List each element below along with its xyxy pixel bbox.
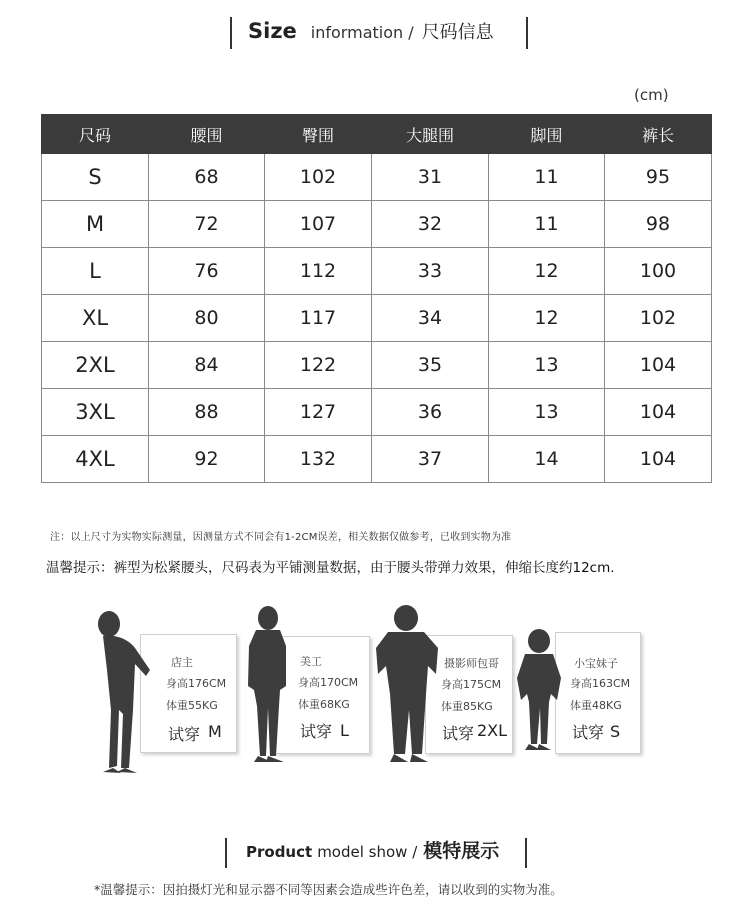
cell-thigh: 33 <box>372 248 489 295</box>
cell-waist: 88 <box>149 389 265 436</box>
cell-size: 3XL <box>42 389 149 436</box>
cell-hip: 122 <box>265 342 372 389</box>
cell-length: 102 <box>605 295 712 342</box>
table-row <box>42 295 712 342</box>
cell-thigh: 35 <box>372 342 489 389</box>
cell-hem: 11 <box>489 201 605 248</box>
cell-hip: 107 <box>265 201 372 248</box>
cell-hem: 12 <box>489 248 605 295</box>
cell-size: M <box>42 201 149 248</box>
model-weight: 体重68KG <box>298 698 350 711</box>
table-header-row <box>42 115 712 154</box>
cell-length: 104 <box>605 342 712 389</box>
model-silhouette-designer <box>244 606 292 766</box>
model-silhouette-photographer <box>372 604 442 766</box>
table-row <box>42 389 712 436</box>
cell-hem: 12 <box>489 295 605 342</box>
model-try-size: L <box>340 721 349 740</box>
cell-thigh: 37 <box>372 436 489 483</box>
header-left-divider <box>230 17 232 49</box>
col-header-thigh: 大腿围 <box>372 115 489 154</box>
col-header-length: 裤长 <box>605 115 712 154</box>
cell-length: 95 <box>605 154 712 201</box>
footer-right-divider <box>525 838 527 868</box>
cell-thigh: 36 <box>372 389 489 436</box>
table-row <box>42 248 712 295</box>
unit-label: (cm) <box>634 86 669 104</box>
cell-length: 104 <box>605 389 712 436</box>
model-role: 美工 <box>300 655 322 668</box>
cell-size: 4XL <box>42 436 149 483</box>
cell-thigh: 34 <box>372 295 489 342</box>
col-header-hip: 臀围 <box>265 115 372 154</box>
model-height: 身高170CM <box>298 676 359 689</box>
model-card-girl <box>555 632 641 754</box>
footer-left-divider <box>225 838 227 868</box>
cell-waist: 76 <box>149 248 265 295</box>
footer-title-cn: 模特展示 <box>423 840 500 862</box>
model-role: 摄影师包哥 <box>444 657 499 670</box>
cell-hem: 13 <box>489 389 605 436</box>
model-weight: 体重85KG <box>441 700 493 713</box>
cell-size: L <box>42 248 149 295</box>
cell-size: 2XL <box>42 342 149 389</box>
cell-hip: 102 <box>265 154 372 201</box>
cell-hem: 11 <box>489 154 605 201</box>
model-try-label: 试穿 <box>572 723 605 742</box>
title-information: information / <box>310 23 414 42</box>
cell-size: S <box>42 154 149 201</box>
model-role: 店主 <box>171 656 193 669</box>
model-height: 身高163CM <box>570 677 631 690</box>
col-header-hem: 脚围 <box>489 115 605 154</box>
model-weight: 体重48KG <box>570 699 622 712</box>
table-row <box>42 154 712 201</box>
cell-thigh: 31 <box>372 154 489 201</box>
header-right-divider <box>526 17 528 49</box>
title-cn: 尺码信息 <box>421 22 494 43</box>
cell-waist: 72 <box>149 201 265 248</box>
size-table <box>41 114 712 483</box>
cell-thigh: 32 <box>372 201 489 248</box>
cell-length: 98 <box>605 201 712 248</box>
col-header-size: 尺码 <box>42 115 149 154</box>
footer-title-product: Product <box>246 843 313 861</box>
cell-waist: 92 <box>149 436 265 483</box>
size-info-title <box>248 18 518 48</box>
cell-hem: 14 <box>489 436 605 483</box>
cell-hem: 13 <box>489 342 605 389</box>
model-silhouette-girl <box>515 628 565 754</box>
model-role: 小宝妹子 <box>574 657 618 670</box>
footer-title-model-show: model show / <box>317 843 418 861</box>
cell-size: XL <box>42 295 149 342</box>
cell-waist: 68 <box>149 154 265 201</box>
model-try-label: 试穿 <box>442 724 475 743</box>
model-weight: 体重55KG <box>166 699 218 712</box>
model-silhouette-owner <box>95 610 165 775</box>
model-height: 身高176CM <box>166 677 227 690</box>
model-try-label: 试穿 <box>168 725 201 744</box>
col-header-waist: 腰围 <box>149 115 265 154</box>
cell-waist: 80 <box>149 295 265 342</box>
elastic-waist-tip: 温馨提示：裤型为松紧腰头，尺码表为平铺测量数据，由于腰头带弹力效果，伸缩长度约12cm. <box>46 560 615 576</box>
model-try-size: 2XL <box>477 721 508 740</box>
model-try-label: 试穿 <box>300 722 333 741</box>
model-try-size: M <box>208 722 222 741</box>
table-row <box>42 436 712 483</box>
model-try-size: S <box>610 722 621 741</box>
table-row <box>42 342 712 389</box>
title-size: Size <box>248 19 297 43</box>
cell-hip: 117 <box>265 295 372 342</box>
cell-hip: 132 <box>265 436 372 483</box>
cell-hip: 112 <box>265 248 372 295</box>
table-row <box>42 201 712 248</box>
model-show-title <box>246 836 524 866</box>
cell-hip: 127 <box>265 389 372 436</box>
cell-length: 100 <box>605 248 712 295</box>
color-difference-note: *温馨提示：因拍摄灯光和显示器不同等因素会造成些许色差，请以收到的实物为准。 <box>94 882 563 897</box>
model-height: 身高175CM <box>441 678 502 691</box>
cell-length: 104 <box>605 436 712 483</box>
measurement-note: 注：以上尺寸为实物实际测量，因测量方式不同会有1-2CM误差，相关数据仅做参考，已收到实物为准 <box>50 532 512 543</box>
cell-waist: 84 <box>149 342 265 389</box>
